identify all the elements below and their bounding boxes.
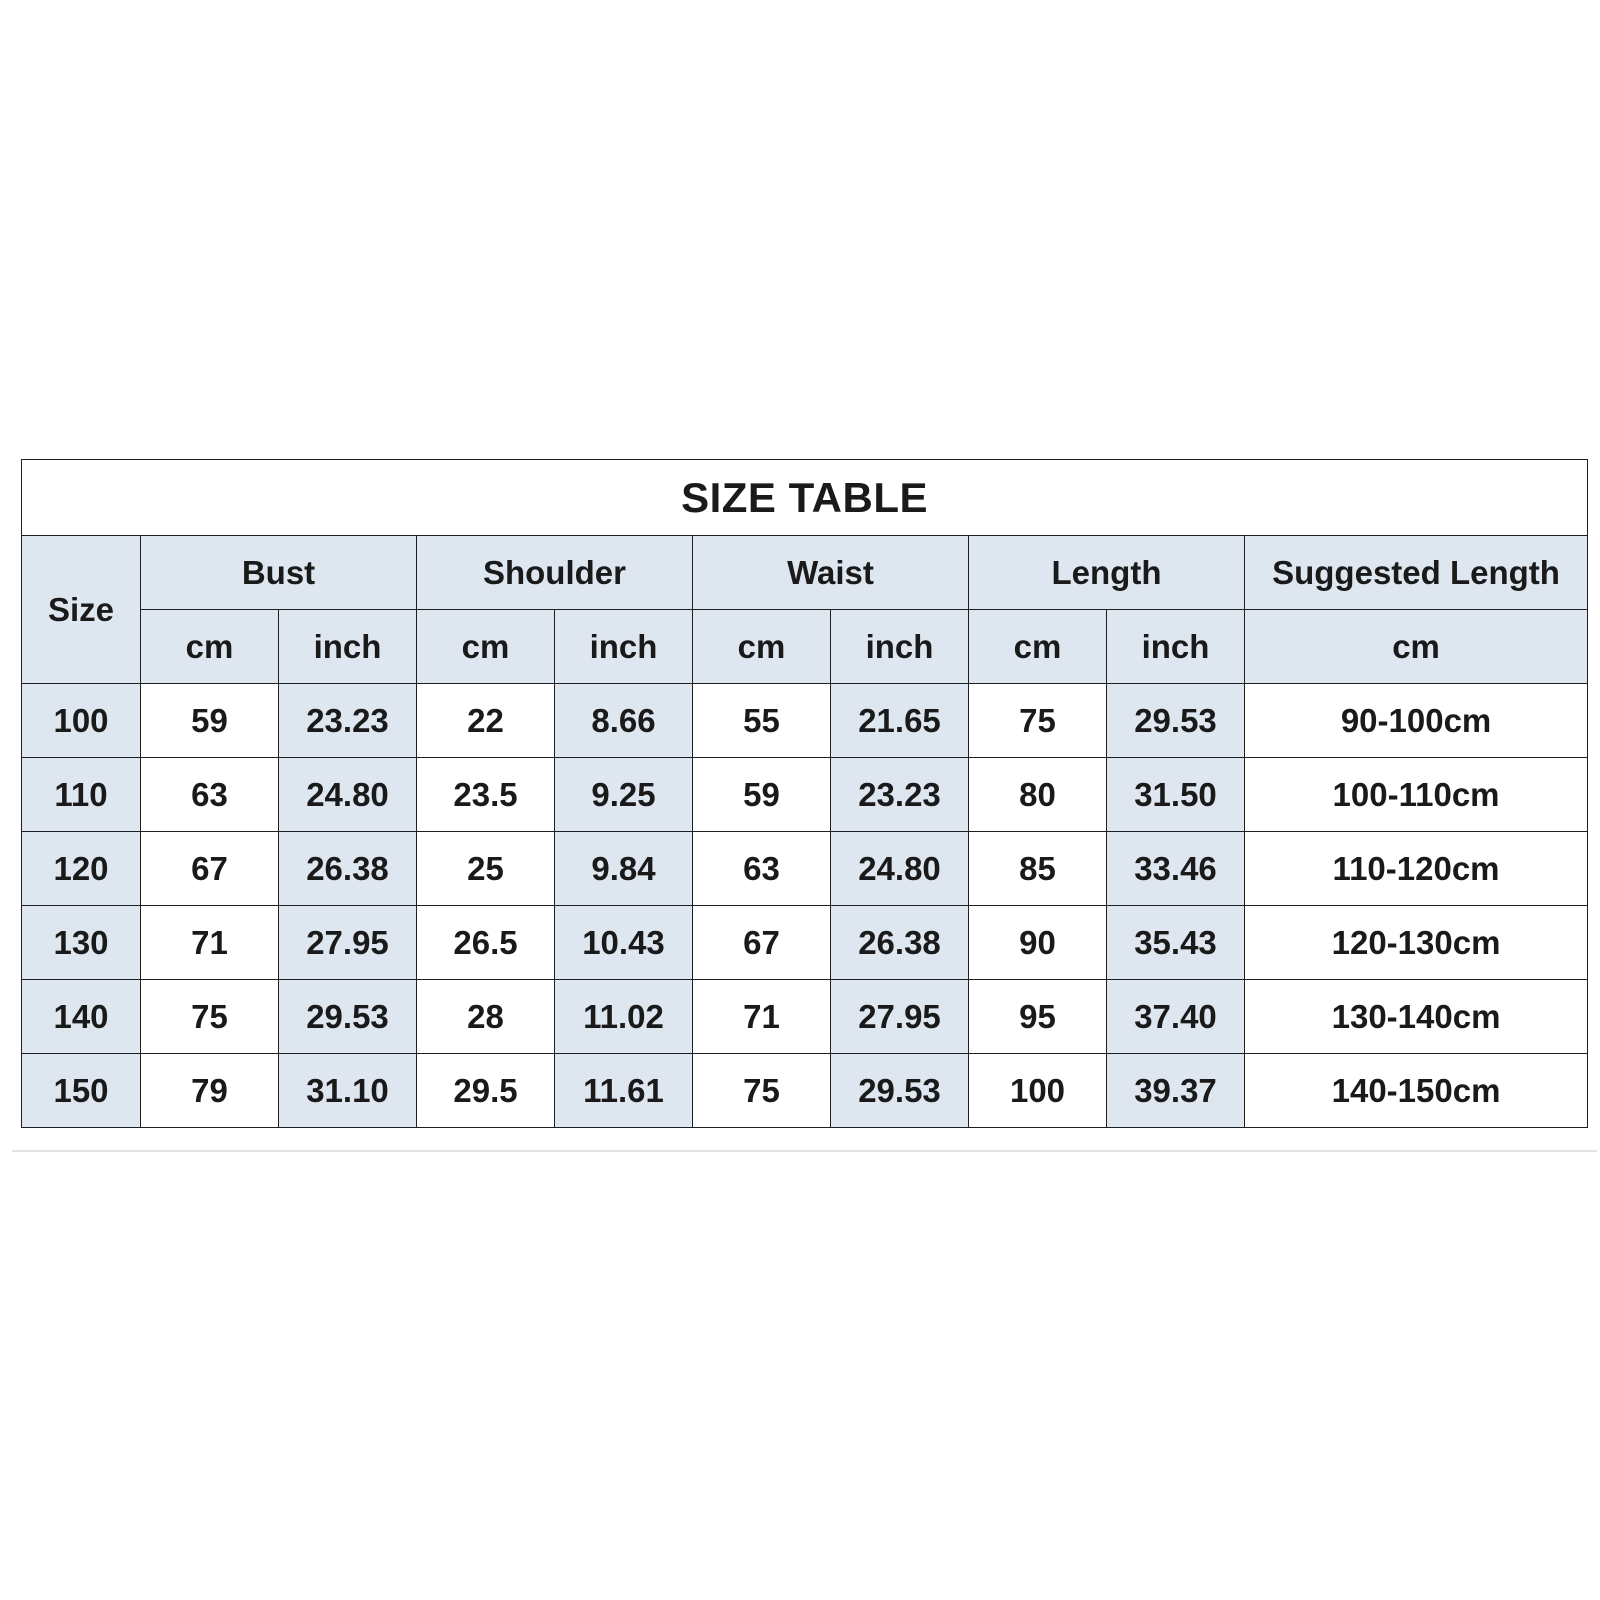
cell-waist-inch: 27.95	[831, 980, 969, 1054]
cell-bust-cm: 59	[141, 684, 279, 758]
unit-header-bust-inch: inch	[279, 610, 417, 684]
cell-length-inch: 35.43	[1107, 906, 1245, 980]
cell-shoulder-inch: 10.43	[555, 906, 693, 980]
cell-shoulder-inch: 9.25	[555, 758, 693, 832]
cell-shoulder-inch: 8.66	[555, 684, 693, 758]
cell-waist-cm: 67	[693, 906, 831, 980]
cell-suggested-length: 110-120cm	[1245, 832, 1588, 906]
cell-bust-inch: 26.38	[279, 832, 417, 906]
cell-bust-inch: 24.80	[279, 758, 417, 832]
cell-waist-inch: 24.80	[831, 832, 969, 906]
cell-shoulder-cm: 22	[417, 684, 555, 758]
cell-bust-cm: 63	[141, 758, 279, 832]
unit-header-shoulder-inch: inch	[555, 610, 693, 684]
cell-length-cm: 90	[969, 906, 1107, 980]
table-row	[22, 684, 1588, 758]
cell-waist-cm: 75	[693, 1054, 831, 1128]
cell-waist-inch: 29.53	[831, 1054, 969, 1128]
cell-bust-inch: 27.95	[279, 906, 417, 980]
cell-length-cm: 80	[969, 758, 1107, 832]
unit-header-suggested-length-cm: cm	[1245, 610, 1588, 684]
cell-length-inch: 39.37	[1107, 1054, 1245, 1128]
cell-length-inch: 37.40	[1107, 980, 1245, 1054]
table-row	[22, 906, 1588, 980]
bottom-divider	[12, 1150, 1597, 1152]
cell-length-inch: 33.46	[1107, 832, 1245, 906]
cell-size: 110	[22, 758, 141, 832]
cell-shoulder-inch: 11.61	[555, 1054, 693, 1128]
cell-shoulder-inch: 11.02	[555, 980, 693, 1054]
cell-suggested-length: 100-110cm	[1245, 758, 1588, 832]
table-row	[22, 980, 1588, 1054]
cell-size: 120	[22, 832, 141, 906]
table-row	[22, 758, 1588, 832]
cell-suggested-length: 140-150cm	[1245, 1054, 1588, 1128]
cell-shoulder-inch: 9.84	[555, 832, 693, 906]
cell-waist-inch: 21.65	[831, 684, 969, 758]
cell-length-inch: 31.50	[1107, 758, 1245, 832]
cell-shoulder-cm: 29.5	[417, 1054, 555, 1128]
cell-suggested-length: 120-130cm	[1245, 906, 1588, 980]
group-header-row	[22, 536, 1588, 610]
cell-size: 140	[22, 980, 141, 1054]
unit-header-shoulder-cm: cm	[417, 610, 555, 684]
cell-waist-cm: 71	[693, 980, 831, 1054]
unit-header-waist-inch: inch	[831, 610, 969, 684]
cell-waist-cm: 55	[693, 684, 831, 758]
cell-length-inch: 29.53	[1107, 684, 1245, 758]
cell-shoulder-cm: 25	[417, 832, 555, 906]
table-row	[22, 832, 1588, 906]
cell-shoulder-cm: 23.5	[417, 758, 555, 832]
title-row	[22, 460, 1588, 536]
cell-bust-inch: 31.10	[279, 1054, 417, 1128]
cell-shoulder-cm: 28	[417, 980, 555, 1054]
cell-bust-cm: 67	[141, 832, 279, 906]
cell-size: 130	[22, 906, 141, 980]
cell-length-cm: 85	[969, 832, 1107, 906]
size-table	[21, 459, 1588, 1128]
size-column-header: Size	[22, 536, 141, 684]
cell-bust-cm: 71	[141, 906, 279, 980]
cell-bust-inch: 29.53	[279, 980, 417, 1054]
cell-waist-inch: 26.38	[831, 906, 969, 980]
group-header-suggested-length: Suggested Length	[1245, 536, 1588, 610]
cell-size: 100	[22, 684, 141, 758]
cell-suggested-length: 90-100cm	[1245, 684, 1588, 758]
group-header-bust: Bust	[141, 536, 417, 610]
cell-length-cm: 75	[969, 684, 1107, 758]
cell-length-cm: 100	[969, 1054, 1107, 1128]
unit-header-length-cm: cm	[969, 610, 1107, 684]
unit-header-row	[22, 610, 1588, 684]
size-table-container	[21, 459, 1587, 1128]
cell-bust-cm: 75	[141, 980, 279, 1054]
unit-header-length-inch: inch	[1107, 610, 1245, 684]
cell-waist-cm: 59	[693, 758, 831, 832]
cell-shoulder-cm: 26.5	[417, 906, 555, 980]
unit-header-bust-cm: cm	[141, 610, 279, 684]
group-header-waist: Waist	[693, 536, 969, 610]
group-header-length: Length	[969, 536, 1245, 610]
cell-bust-cm: 79	[141, 1054, 279, 1128]
cell-length-cm: 95	[969, 980, 1107, 1054]
cell-size: 150	[22, 1054, 141, 1128]
table-title: SIZE TABLE	[22, 460, 1588, 536]
cell-waist-inch: 23.23	[831, 758, 969, 832]
group-header-shoulder: Shoulder	[417, 536, 693, 610]
cell-bust-inch: 23.23	[279, 684, 417, 758]
unit-header-waist-cm: cm	[693, 610, 831, 684]
table-row	[22, 1054, 1588, 1128]
cell-suggested-length: 130-140cm	[1245, 980, 1588, 1054]
cell-waist-cm: 63	[693, 832, 831, 906]
